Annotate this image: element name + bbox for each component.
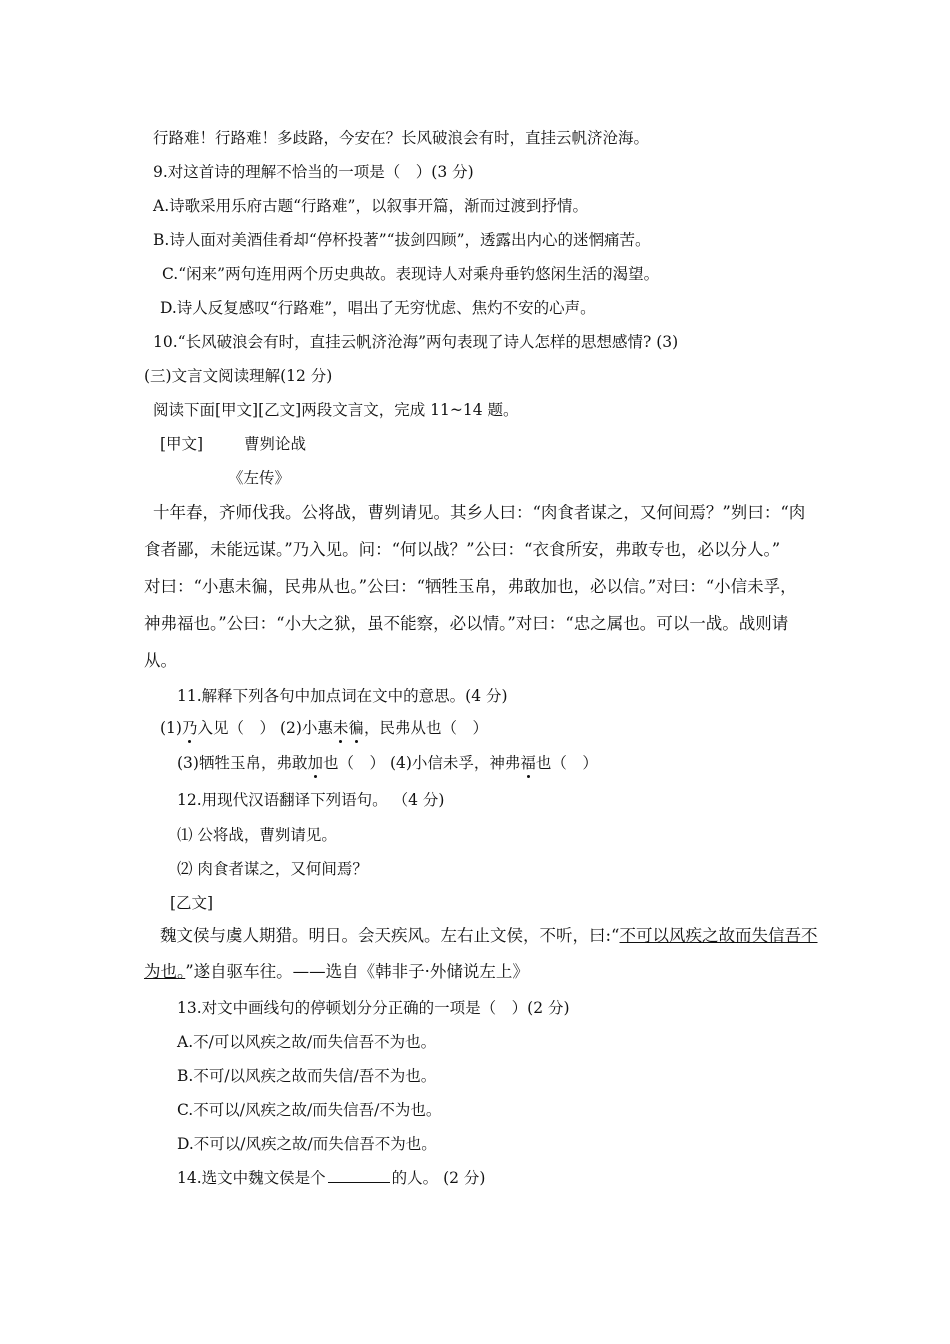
yi-text-line-1 xyxy=(160,926,818,946)
q11-items-row-1 xyxy=(160,718,488,738)
q13-option-d: D.不可以/风疾之故/而失信吾不为也。 xyxy=(177,1135,437,1153)
q11-item3-suffix: 也（ ） xyxy=(322,754,385,772)
q14-prefix: 14.选文中魏文侯是个 xyxy=(177,1169,326,1187)
jia-text-last: 从。 xyxy=(144,651,177,670)
yi-label: [乙文] xyxy=(170,894,214,912)
q11-items-row-2 xyxy=(177,753,598,773)
jia-label: [甲文] xyxy=(160,435,204,453)
jia-title: 曹刿论战 xyxy=(244,435,307,453)
yi-text-lead: 魏文侯与虞人期猎。明日。会天疾风。左右止文侯，不听，曰:“ xyxy=(160,926,620,945)
q12-sentence-2: ⑵ 肉食者谋之，又何间焉？ xyxy=(177,860,368,878)
q14-stem xyxy=(177,1168,485,1188)
jia-text-line-1: 十年春，齐师伐我。公将战，曹刿请见。其乡人曰：“肉食者谋之，又何间焉？”刿曰：“肉 xyxy=(153,503,806,522)
jia-text-line-2: 食者鄙，未能远谋。”乃入见。问：“何以战？”公曰：“衣食所安，弗敢专也，必以分人。” xyxy=(144,540,781,559)
q9-option-c: C.“闲来”两句连用两个历史典故。表现诗人对乘舟垂钓悠闲生活的渴望。 xyxy=(162,265,660,283)
q11-stem: 11.解释下列各句中加点词在文中的意思。(4 分) xyxy=(177,687,508,705)
q11-item4-suffix: 也（ ） xyxy=(535,754,598,772)
poem-last-line: 行路难！行路难！多歧路，今安在？长风破浪会有时，直挂云帆济沧海。 xyxy=(153,129,650,147)
yi-underlined-sentence-part-2: 为也。 xyxy=(144,962,186,981)
q12-stem: 12.用现代汉语翻译下列语句。 （4 分) xyxy=(177,791,445,809)
section3-instruction: 阅读下面[甲文][乙文]两段文言文，完成 11~14 题。 xyxy=(153,401,519,419)
q13-option-a: A.不/可以风疾之故/而失信吾不为也。 xyxy=(177,1033,437,1051)
yi-underlined-sentence-part-1: 不可以风疾之故而失信吾不 xyxy=(619,926,818,945)
q11-item2-dotted-word-2: 徧 xyxy=(348,719,364,737)
q11-item1-suffix: 入见（ ） xyxy=(197,719,275,737)
q12-sentence-1: ⑴ 公将战，曹刿请见。 xyxy=(177,826,337,844)
yi-text-tail: ”遂自驱车往。——选自《韩非子·外储说左上》 xyxy=(185,962,529,981)
q11-item4-dotted-word: 福 xyxy=(520,754,536,772)
q11-item4-prefix: (4)小信未孚，神弗 xyxy=(389,754,521,772)
q10-stem: 10.“长风破浪会有时，直挂云帆济沧海”两句表现了诗人怎样的思想感情? (3) xyxy=(153,333,679,351)
q11-item1-prefix: (1) xyxy=(160,719,182,737)
q11-item1-dotted-word: 乃 xyxy=(181,719,198,737)
q9-option-a: A.诗歌采用乐府古题“行路难”，以叙事开篇，渐而过渡到抒情。 xyxy=(153,197,588,215)
q11-item3-prefix: (3)牺牲玉帛，弗敢 xyxy=(177,754,308,772)
jia-text-line-3: 对曰：“小惠未徧，民弗从也。”公曰：“牺牲玉帛，弗敢加也，必以信。”对曰：“小信未孚， xyxy=(144,577,797,596)
q14-suffix: 的人。 (2 分) xyxy=(391,1169,486,1187)
q13-option-b: B.不可/以风疾之故而失信/吾不为也。 xyxy=(177,1067,437,1085)
jia-source: 《左传》 xyxy=(228,469,291,487)
q14-answer-blank xyxy=(328,1168,390,1183)
yi-text-line-2 xyxy=(144,962,529,982)
q9-stem: 9.对这首诗的理解不恰当的一项是（ ）(3 分) xyxy=(153,163,474,181)
q9-option-d: D.诗人反复感叹“行路难”，唱出了无穷忧虑、焦灼不安的心声。 xyxy=(160,299,596,317)
q11-item2-prefix: (2)小惠 xyxy=(279,719,333,737)
q9-option-b: B.诗人面对美酒佳肴却“停杯投著”“拔剑四顾”，透露出内心的迷惘痛苦。 xyxy=(153,231,651,249)
section3-heading: (三)文言文阅读理解(12 分) xyxy=(144,367,333,385)
q13-stem: 13.对文中画线句的停顿划分分正确的一项是（ ）(2 分) xyxy=(177,999,570,1017)
jia-text-line-4: 神弗福也。”公曰：“小大之狱，虽不能察，必以情。”对曰：“忠之属也。可以一战。战则请 xyxy=(144,614,789,633)
q13-option-c: C.不可以/风疾之故/而失信吾/不为也。 xyxy=(177,1101,442,1119)
q11-item2-suffix: ，民弗从也（ ） xyxy=(363,719,488,737)
q11-item3-dotted-word: 加 xyxy=(307,754,323,772)
q11-item2-dotted-word-1: 未 xyxy=(332,719,349,737)
